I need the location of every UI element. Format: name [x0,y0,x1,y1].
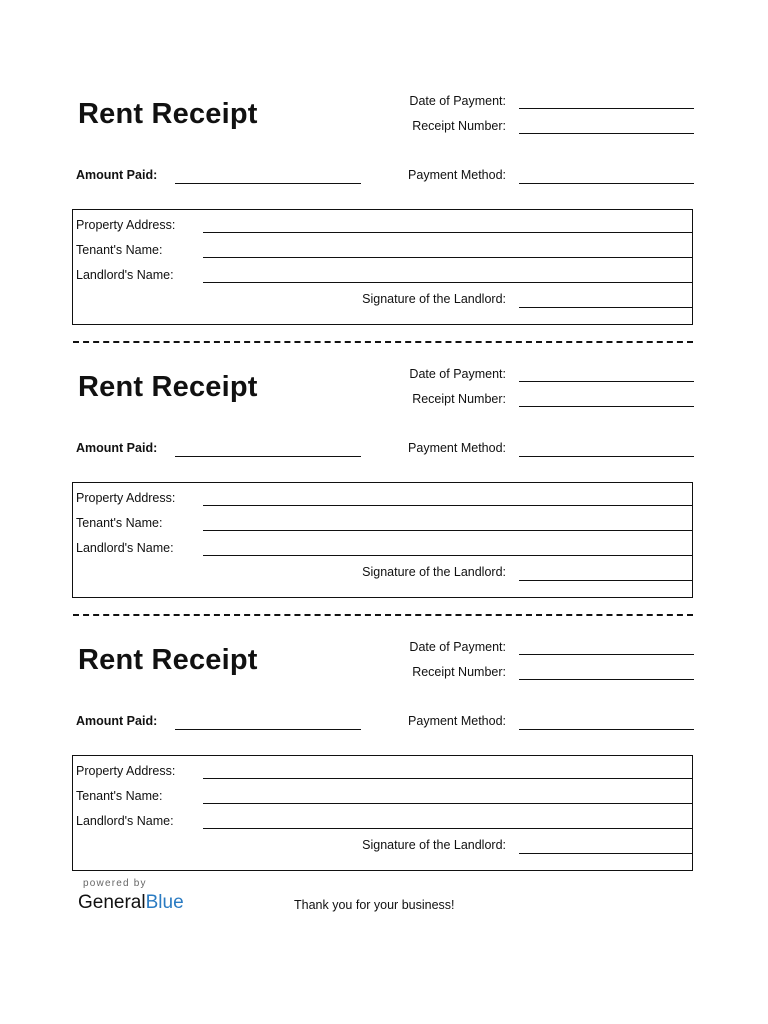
date-of-payment-label: Date of Payment: [409,640,506,654]
landlords-name-label: Landlord's Name: [76,541,174,555]
property-address-field[interactable] [203,778,693,779]
date-of-payment-field[interactable] [519,108,694,109]
receipt-title: Rent Receipt [78,98,258,130]
receipt-number-label: Receipt Number: [412,119,506,133]
payment-method-label: Payment Method: [408,168,506,182]
landlords-name-field[interactable] [203,828,693,829]
brand-blue: Blue [145,892,184,913]
receipt-title: Rent Receipt [78,371,258,403]
brand-general: General [78,892,146,913]
receipt-2 [0,313,768,586]
payment-method-field[interactable] [519,183,694,184]
amount-paid-label: Amount Paid: [76,168,158,182]
property-address-label: Property Address: [76,491,176,505]
payment-method-label: Payment Method: [408,714,506,728]
receipt-number-field[interactable] [519,133,694,134]
tenants-name-label: Tenant's Name: [76,516,163,530]
tenants-name-label: Tenant's Name: [76,243,163,257]
date-of-payment-label: Date of Payment: [409,94,506,108]
receipt-number-field[interactable] [519,406,694,407]
receipt-title: Rent Receipt [78,644,258,676]
thank-you-message: Thank you for your business! [294,898,455,912]
amount-paid-field[interactable] [175,456,361,457]
receipt-number-label: Receipt Number: [412,665,506,679]
amount-paid-label: Amount Paid: [76,714,158,728]
landlords-name-label: Landlord's Name: [76,268,174,282]
receipt-1 [0,40,768,313]
landlords-name-field[interactable] [203,555,693,556]
signature-label: Signature of the Landlord: [362,838,506,852]
tenants-name-field[interactable] [203,257,693,258]
signature-field[interactable] [519,580,693,581]
amount-paid-field[interactable] [175,183,361,184]
tenants-name-label: Tenant's Name: [76,789,163,803]
landlords-name-field[interactable] [203,282,693,283]
tenants-name-field[interactable] [203,530,693,531]
property-address-field[interactable] [203,232,693,233]
date-of-payment-field[interactable] [519,654,694,655]
brand-logo [78,892,184,914]
tenants-name-field[interactable] [203,803,693,804]
property-address-field[interactable] [203,505,693,506]
receipt-number-field[interactable] [519,679,694,680]
amount-paid-label: Amount Paid: [76,441,158,455]
signature-field[interactable] [519,853,693,854]
signature-label: Signature of the Landlord: [362,565,506,579]
payment-method-label: Payment Method: [408,441,506,455]
property-address-label: Property Address: [76,218,176,232]
amount-paid-field[interactable] [175,729,361,730]
landlords-name-label: Landlord's Name: [76,814,174,828]
payment-method-field[interactable] [519,456,694,457]
receipt-number-label: Receipt Number: [412,392,506,406]
signature-label: Signature of the Landlord: [362,292,506,306]
signature-field[interactable] [519,307,693,308]
payment-method-field[interactable] [519,729,694,730]
date-of-payment-label: Date of Payment: [409,367,506,381]
receipt-3 [0,586,768,859]
property-address-label: Property Address: [76,764,176,778]
powered-by-text: powered by [83,878,147,889]
date-of-payment-field[interactable] [519,381,694,382]
